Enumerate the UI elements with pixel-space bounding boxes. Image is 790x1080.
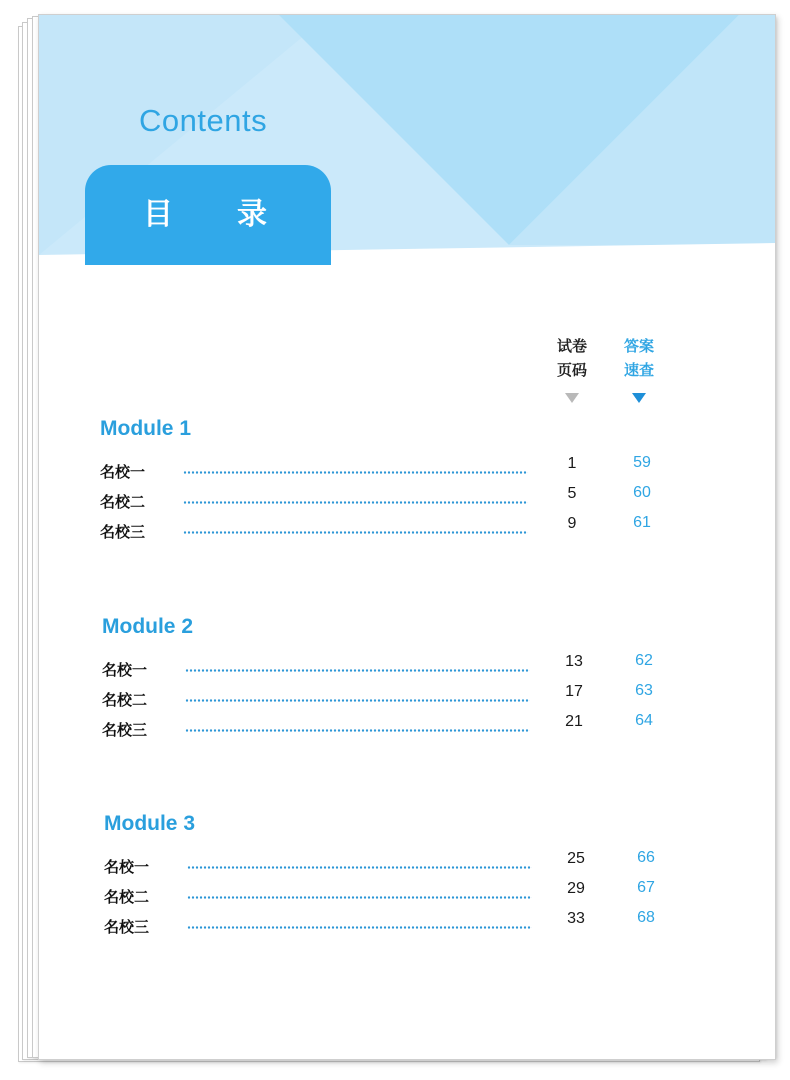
paper-page-number: 9 xyxy=(567,515,577,532)
toc-entry[interactable] xyxy=(104,849,776,878)
entry-name: 名校三 xyxy=(104,918,150,936)
mulu-char: 目 xyxy=(143,197,173,232)
dot-leader xyxy=(185,699,530,702)
answer-page-number: 63 xyxy=(635,682,653,699)
answer-page-number: 66 xyxy=(637,849,655,866)
toc-entry[interactable] xyxy=(104,909,776,938)
entry-name: 名校一 xyxy=(102,661,148,679)
contents-title: Contents xyxy=(139,103,268,138)
entry-name: 名校三 xyxy=(102,721,148,739)
module-title: Module 3 xyxy=(104,812,196,835)
mulu-char: 录 xyxy=(237,197,267,232)
dot-leader xyxy=(185,729,530,732)
triangle-down-icon xyxy=(632,393,646,403)
column-header-line: 页码 xyxy=(556,361,587,379)
answer-page-column-header xyxy=(609,334,669,382)
column-header-line: 速查 xyxy=(623,361,654,379)
toc-entry[interactable] xyxy=(100,454,776,483)
answer-page-number: 60 xyxy=(633,484,651,501)
dot-leader xyxy=(187,896,532,899)
triangle-down-icon xyxy=(565,393,579,403)
paper-page-number: 13 xyxy=(565,653,583,670)
entry-name: 名校二 xyxy=(102,691,148,709)
column-header-line: 试卷 xyxy=(556,337,587,355)
paper-page-number: 29 xyxy=(567,880,585,897)
module-section xyxy=(100,417,776,557)
module-title: Module 1 xyxy=(100,417,192,440)
paper-page-number: 25 xyxy=(567,850,585,867)
dot-leader xyxy=(187,926,532,929)
entry-name: 名校三 xyxy=(100,523,146,541)
answer-page-number: 64 xyxy=(635,712,653,729)
entry-name: 名校一 xyxy=(100,463,146,481)
toc-entry[interactable] xyxy=(100,514,776,543)
dot-leader xyxy=(183,501,528,504)
answer-page-number: 61 xyxy=(633,514,651,531)
paper-page-column-header xyxy=(542,334,602,382)
paper-page-number: 17 xyxy=(565,683,583,700)
answer-page-number: 59 xyxy=(633,454,651,471)
dot-leader xyxy=(185,669,530,672)
paper-page-number: 21 xyxy=(565,713,583,730)
toc-entry[interactable] xyxy=(102,682,776,711)
entry-name: 名校二 xyxy=(104,888,150,906)
toc-entry[interactable] xyxy=(104,879,776,908)
toc-entry[interactable] xyxy=(102,652,776,681)
contents-page xyxy=(38,14,776,1060)
answer-page-number: 67 xyxy=(637,879,655,896)
module-title: Module 2 xyxy=(102,615,194,638)
entry-name: 名校二 xyxy=(100,493,146,511)
column-header-line: 答案 xyxy=(623,337,654,355)
paper-page-number: 33 xyxy=(567,910,585,927)
answer-page-number: 68 xyxy=(637,909,655,926)
dot-leader xyxy=(183,531,528,534)
answer-page-number: 62 xyxy=(635,652,653,669)
dot-leader xyxy=(183,471,528,474)
toc-entry[interactable] xyxy=(102,712,776,741)
paper-page-number: 1 xyxy=(567,455,577,472)
module-section xyxy=(104,812,776,952)
entry-name: 名校一 xyxy=(104,858,150,876)
toc-entry[interactable] xyxy=(100,484,776,513)
mulu-tab xyxy=(85,165,331,265)
dot-leader xyxy=(187,866,532,869)
module-section xyxy=(102,615,776,755)
paper-page-number: 5 xyxy=(567,485,577,502)
